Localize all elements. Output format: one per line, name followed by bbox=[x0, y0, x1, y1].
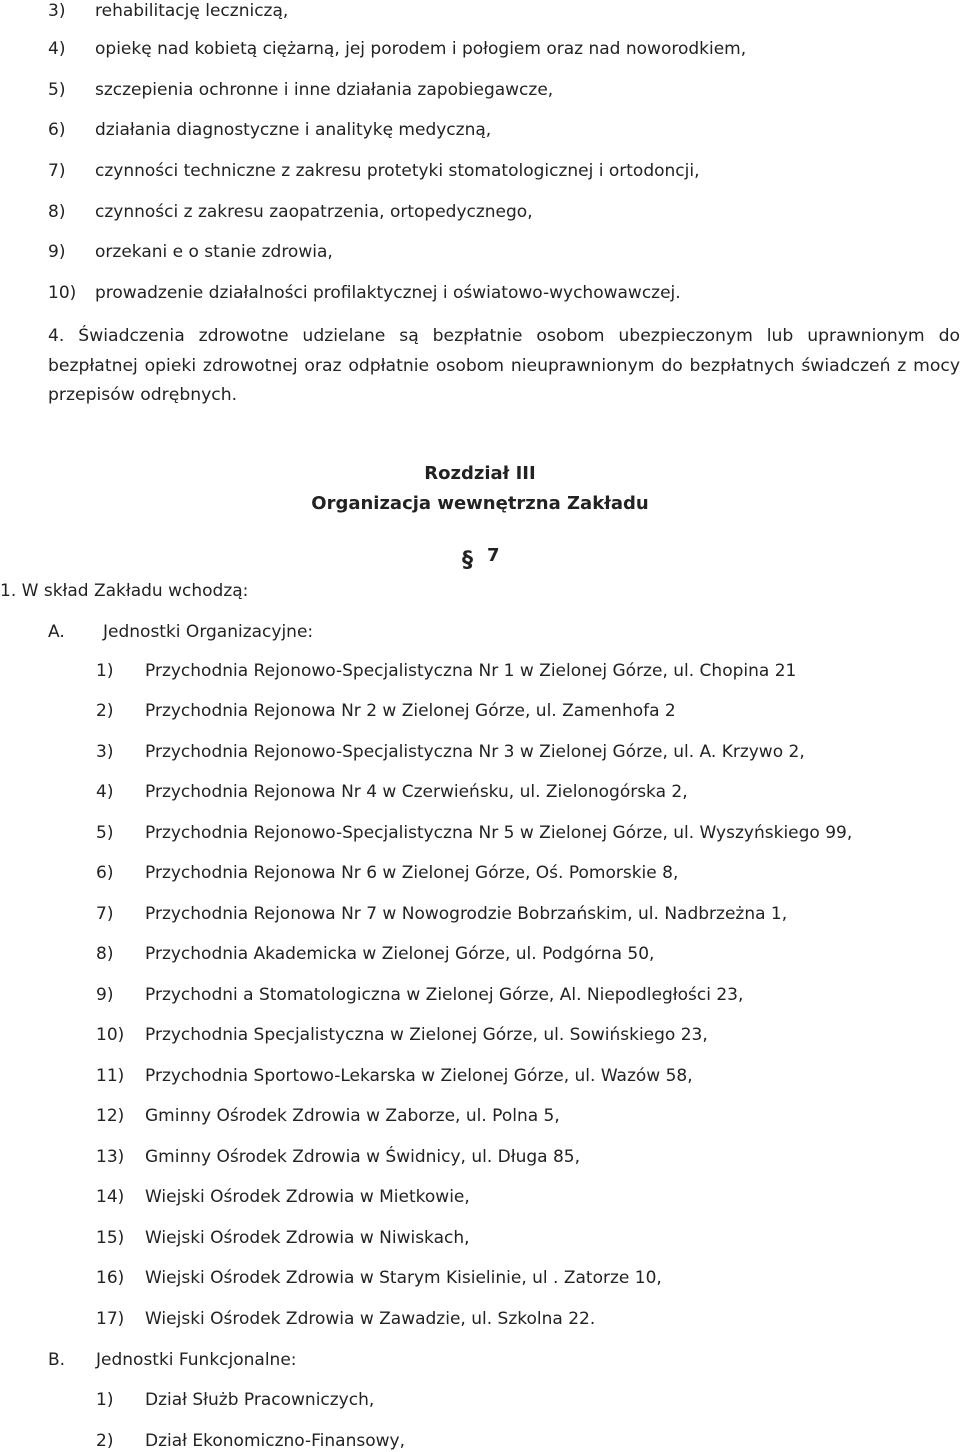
list-item: 9) Przychodni a Stomatologiczna w Zielonej Górze, Al. Niepodległości 23, bbox=[96, 985, 744, 1005]
group-a-heading: A. Jednostki Organizacyjne: bbox=[48, 622, 314, 642]
section-number: 7 bbox=[487, 545, 500, 566]
list-item: 6) działania diagnostyczne i analitykę medyczną, bbox=[48, 120, 492, 140]
section-heading bbox=[462, 547, 500, 576]
list-item: 3) Przychodnia Rejonowo-Specjalistyczna Nr 3 w Zielonej Górze, ul. A. Krzywo 2, bbox=[96, 742, 805, 762]
list-item: 5) Przychodnia Rejonowo-Specjalistyczna Nr 5 w Zielonej Górze, ul. Wyszyńskiego 99, bbox=[96, 823, 853, 843]
list-item: 4) Przychodnia Rejonowa Nr 4 w Czerwieńsku, ul. Zielonogórska 2, bbox=[96, 782, 688, 802]
list-item: 1) Przychodnia Rejonowo-Specjalistyczna Nr 1 w Zielonej Górze, ul. Chopina 21 bbox=[96, 661, 797, 681]
group-b-heading: B. Jednostki Funkcjonalne: bbox=[48, 1350, 297, 1370]
point-1: 1. W skład Zakładu wchodzą: bbox=[0, 581, 249, 601]
list-item: 7) czynności techniczne z zakresu protetyki stomatologicznej i ortodoncji, bbox=[48, 161, 700, 181]
list-item: 10) Przychodnia Specjalistyczna w Zielonej Górze, ul. Sowińskiego 23, bbox=[96, 1025, 708, 1045]
section-sign: § bbox=[462, 548, 473, 573]
list-item: 3) rehabilitację leczniczą, bbox=[48, 1, 289, 21]
list-item: 2) Przychodnia Rejonowa Nr 2 w Zielonej Górze, ul. Zamenhofa 2 bbox=[96, 701, 676, 721]
chapter-title: Rozdział III bbox=[424, 463, 536, 484]
list-item: 5) szczepienia ochronne i inne działania zapobiegawcze, bbox=[48, 80, 554, 100]
chapter-subtitle: Organizacja wewnętrzna Zakładu bbox=[311, 493, 649, 514]
list-item: 8) czynności z zakresu zaopatrzenia, ortopedycznego, bbox=[48, 202, 533, 222]
list-item: 17) Wiejski Ośrodek Zdrowia w Zawadzie, ul. Szkolna 22. bbox=[96, 1309, 596, 1329]
list-item: 8) Przychodnia Akademicka w Zielonej Górze, ul. Podgórna 50, bbox=[96, 944, 655, 964]
list-item: 13) Gminny Ośrodek Zdrowia w Świdnicy, ul. Długa 85, bbox=[96, 1147, 581, 1167]
list-item: 7) Przychodnia Rejonowa Nr 7 w Nowogrodzie Bobrzańskim, ul. Nadbrzeżna 1, bbox=[96, 904, 788, 924]
list-item: 4) opiekę nad kobietą ciężarną, jej porodem i połogiem oraz nad noworodkiem, bbox=[48, 39, 747, 59]
list-item: 11) Przychodnia Sportowo-Lekarska w Zielonej Górze, ul. Wazów 58, bbox=[96, 1066, 693, 1086]
paragraph-4: 4. Świadczenia zdrowotne udzielane są bezpłatnie osobom ubezpieczonym lub uprawnionym do bezpłatnej opieki zdrowotnej oraz odpłatnie osobom nieuprawnionym do bezpłatnych świadczeń z mocy przepisów odrębnych. bbox=[48, 326, 960, 405]
list-item: 9) orzekani e o stanie zdrowia, bbox=[48, 242, 333, 262]
list-item: 6) Przychodnia Rejonowa Nr 6 w Zielonej Górze, Oś. Pomorskie 8, bbox=[96, 863, 679, 883]
list-item: 1) Dział Służb Pracowniczych, bbox=[96, 1390, 375, 1410]
list-item: 14) Wiejski Ośrodek Zdrowia w Mietkowie, bbox=[96, 1187, 470, 1207]
list-item: 10) prowadzenie działalności profilaktycznej i oświatowo-wychowawczej. bbox=[48, 283, 681, 303]
list-item: 2) Dział Ekonomiczno-Finansowy, bbox=[96, 1431, 405, 1451]
list-item: 16) Wiejski Ośrodek Zdrowia w Starym Kisielinie, ul . Zatorze 10, bbox=[96, 1268, 662, 1288]
list-item: 12) Gminny Ośrodek Zdrowia w Zaborze, ul. Polna 5, bbox=[96, 1106, 560, 1126]
list-item: 15) Wiejski Ośrodek Zdrowia w Niwiskach, bbox=[96, 1228, 470, 1248]
